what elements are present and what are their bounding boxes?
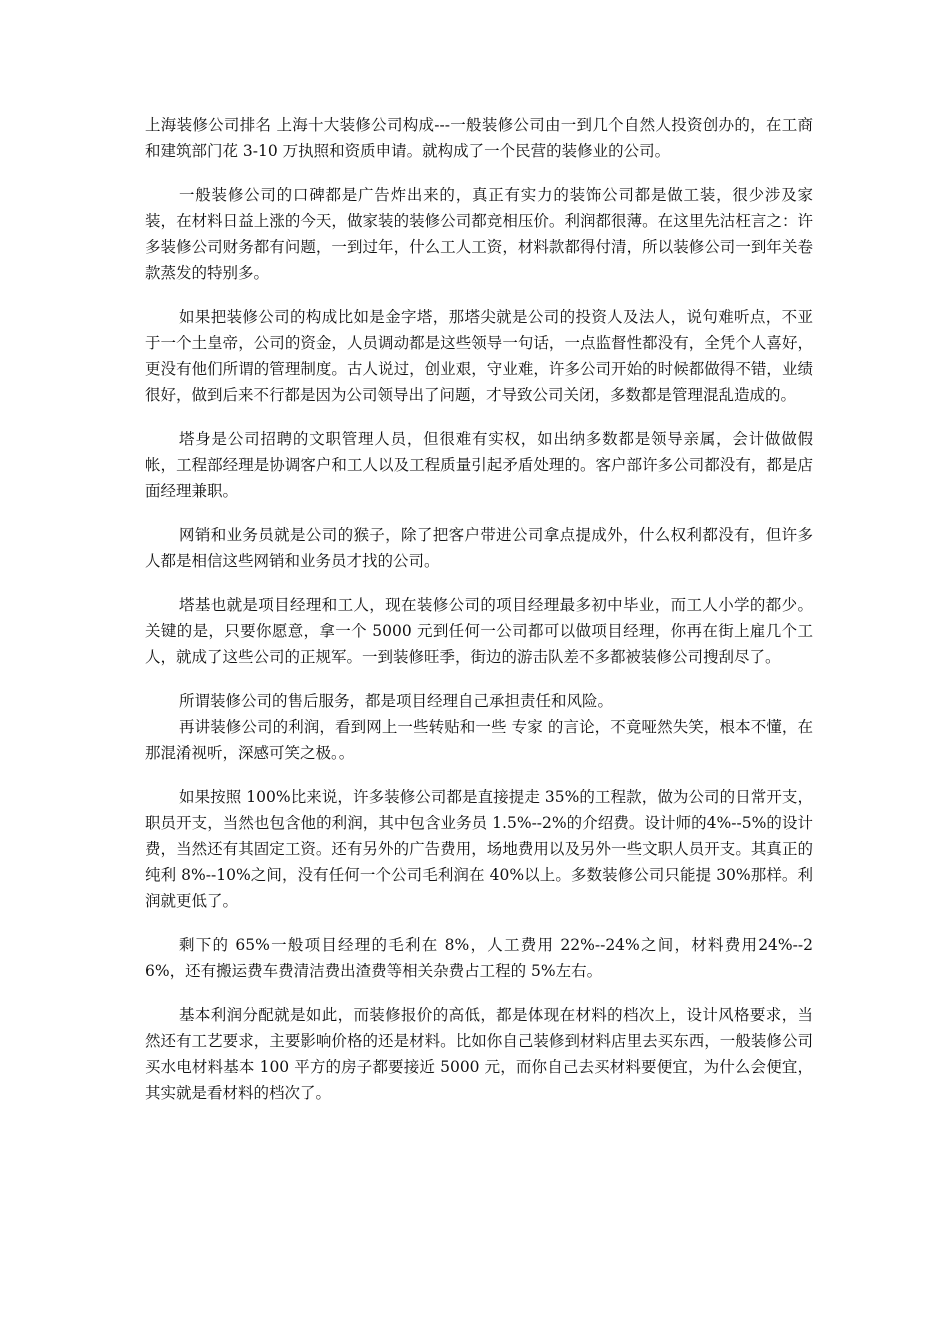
paragraph-profit-breakdown: 如果按照 100%比来说，许多装修公司都是直接提走 35%的工程款，做为公司的日常开支，职员开支，当然也包含他的利润，其中包含业务员 1.5%--2%的介绍费。设计师的4%--5%的设计费，当然还有其固定工资。还有另外的广告费用，场地费用以及另外一些文职人员开支。其真正的纯利 8%--10%之间，没有任何一个公司毛利润在 40%以上。多数装修公司只能提 30%那样。利润就更低了。 xyxy=(145,788,813,910)
paragraph-reputation: 一般装修公司的口碑都是广告炸出来的，真正有实力的装饰公司都是做工装，很少涉及家装，在材料日益上涨的今天，做家装的装修公司都竞相压价。利润都很薄。在这里先沽枉言之：许多装修公司财务都有问题，一到过年，什么工人工资，材料款都得付清，所以装修公司一到年关卷款蒸发的特别多。 xyxy=(145,186,813,282)
paragraph-profit-intro: 再讲装修公司的利润，看到网上一些转贴和一些 专家 的言论，不竟哑然失笑，根本不懂，在那混淆视听，深感可笑之极。。 xyxy=(145,718,813,762)
paragraph-remaining: 剩下的 65%一般项目经理的毛利在 8%，人工费用 22%--24%之间，材料费用24%--26%，还有搬运费车费清洁费出渣费等相关杂费占工程的 5%左右。 xyxy=(145,936,813,980)
paragraph-sales: 网销和业务员就是公司的猴子，除了把客户带进公司拿点提成外，什么权利都没有，但许多人都是相信这些网销和业务员才找的公司。 xyxy=(145,526,813,570)
paragraph-pyramid-base: 塔基也就是项目经理和工人，现在装修公司的项目经理最多初中毕业，而工人小学的都少。关键的是，只要你愿意，拿一个 5000 元到任何一公司都可以做项目经理，你再在街上雇几个工人，就成了这些公司的正规军。一到装修旺季，街边的游击队差不多都被装修公司搜刮尽了。 xyxy=(145,596,813,666)
paragraph-pyramid-top: 如果把装修公司的构成比如是金字塔，那塔尖就是公司的投资人及法人，说句难听点，不亚于一个土皇帝，公司的资金，人员调动都是这些领导一句话，一点监督性都没有，全凭个人喜好，更没有他们所谓的管理制度。古人说过，创业艰，守业难，许多公司开始的时候都做得不错，业绩很好，做到后来不行都是因为公司领导出了问题，才导致公司关闭，多数都是管理混乱造成的。 xyxy=(145,308,813,404)
paragraph-pyramid-body: 塔身是公司招聘的文职管理人员，但很难有实权，如出纳多数都是领导亲属，会计做做假帐，工程部经理是协调客户和工人以及工程质量引起矛盾处理的。客户部许多公司都没有，都是店面经理兼职。 xyxy=(145,430,813,500)
document-body xyxy=(145,112,813,1106)
paragraph-after-sales: 所谓装修公司的售后服务，都是项目经理自己承担责任和风险。 xyxy=(179,692,614,710)
paragraph-materials: 基本利润分配就是如此，而装修报价的高低，都是体现在材料的档次上，设计风格要求，当然还有工艺要求，主要影响价格的还是材料。比如你自己装修到材料店里去买东西，一般装修公司买水电材料基本 100 平方的房子都要接近 5000 元，而你自己去买材料要便宜，为什么会便宜，其实就是看材料的档次了。 xyxy=(145,1006,813,1102)
paragraph-intro: 上海装修公司排名 上海十大装修公司构成---一般装修公司由一到几个自然人投资创办的，在工商和建筑部门花 3-10 万执照和资质申请。就构成了一个民营的装修业的公司。 xyxy=(145,116,813,160)
